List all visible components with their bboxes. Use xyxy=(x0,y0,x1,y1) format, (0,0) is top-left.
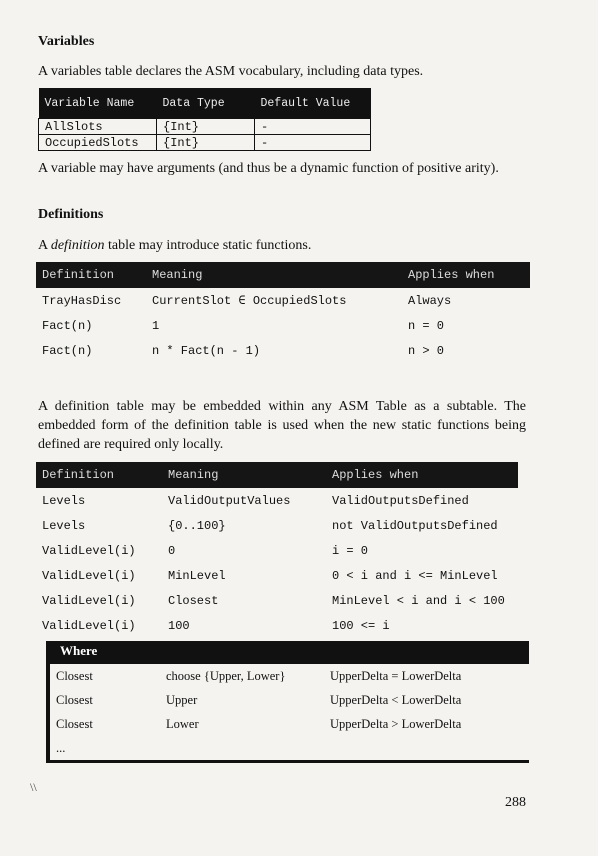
table-cell: Closest xyxy=(168,593,219,608)
table-cell: TrayHasDisc xyxy=(42,293,122,308)
table-cell: 1 xyxy=(152,318,160,333)
table-row xyxy=(50,712,529,736)
table-row xyxy=(50,688,529,712)
table-header-row xyxy=(36,462,518,488)
table-row xyxy=(36,288,530,313)
table-cell: AllSlots xyxy=(39,119,157,135)
definitions-intro xyxy=(38,236,311,255)
table-cell xyxy=(160,736,324,760)
table-row xyxy=(36,538,518,563)
table-cell: OccupiedSlots xyxy=(39,135,157,151)
table-cell: UpperDelta > LowerDelta xyxy=(330,716,462,731)
table-cell: n = 0 xyxy=(408,318,445,333)
table-row xyxy=(36,513,518,538)
table-cell: Closest xyxy=(56,716,93,731)
table-cell: 100 <= i xyxy=(332,618,390,633)
table-cell: 0 xyxy=(168,543,176,558)
variables-intro: A variables table declares the ASM vocabulary, including data types. xyxy=(38,64,424,79)
intro-text: A xyxy=(38,238,51,253)
table-cell: Fact(n) xyxy=(42,343,93,358)
table-row xyxy=(36,488,518,513)
table-cell: Always xyxy=(408,293,452,308)
page-number: 288 xyxy=(505,795,526,810)
table-cell: ValidLevel(i) xyxy=(42,593,136,608)
table-cell: not ValidOutputsDefined xyxy=(332,518,498,533)
definition-subtable xyxy=(36,462,518,638)
table-cell: ValidOutputValues xyxy=(168,493,291,508)
column-header: Definition xyxy=(36,462,162,488)
table-cell: MinLevel < i and i < 100 xyxy=(332,593,505,608)
variables-note: A variable may have arguments (and thus be a dynamic function of positive arity). xyxy=(38,161,499,176)
margin-mark: \\ xyxy=(30,780,37,794)
column-header: Variable Name xyxy=(39,88,157,119)
table-cell: ... xyxy=(56,740,66,755)
where-title: Where xyxy=(60,643,98,658)
table-cell: - xyxy=(255,135,371,151)
variables-heading: Variables xyxy=(38,34,95,49)
table-header-row xyxy=(36,262,530,288)
intro-text: table may introduce static functions. xyxy=(104,238,312,253)
column-header: Meaning xyxy=(162,462,326,488)
definitions-heading: Definitions xyxy=(38,207,104,222)
table-cell: CurrentSlot ∈ OccupiedSlots xyxy=(152,294,347,308)
table-cell: - xyxy=(255,119,371,135)
table-cell: Fact(n) xyxy=(42,318,93,333)
table-cell: Upper xyxy=(166,692,198,707)
table-cell: Lower xyxy=(166,716,199,731)
table-row xyxy=(36,313,530,338)
table-cell: n * Fact(n - 1) xyxy=(152,343,261,358)
table-cell: Levels xyxy=(42,518,86,533)
table-row xyxy=(36,613,518,638)
where-table xyxy=(50,664,529,760)
table-cell: 100 xyxy=(168,618,190,633)
table-cell: {Int} xyxy=(157,135,255,151)
table-cell: Closest xyxy=(56,668,93,683)
subtable-paragraph: A definition table may be embedded within any ASM Table as a subtable. The embedded form of the definition table is used when the new static functions being defined are required only locally. xyxy=(38,399,526,452)
column-header: Applies when xyxy=(326,462,518,488)
table-cell: ValidLevel(i) xyxy=(42,543,136,558)
table-row xyxy=(39,119,371,135)
table-cell: Levels xyxy=(42,493,86,508)
column-header: Meaning xyxy=(146,262,402,288)
table-cell: UpperDelta = LowerDelta xyxy=(330,668,462,683)
table-cell: n > 0 xyxy=(408,343,445,358)
table-row xyxy=(50,736,529,760)
table-header-row xyxy=(39,88,371,119)
column-header: Default Value xyxy=(255,88,371,119)
table-row xyxy=(39,135,371,151)
table-cell xyxy=(324,736,529,760)
table-cell: {0..100} xyxy=(168,518,226,533)
table-cell: UpperDelta < LowerDelta xyxy=(330,692,462,707)
table-cell: ValidLevel(i) xyxy=(42,618,136,633)
column-header: Data Type xyxy=(157,88,255,119)
table-cell: ValidLevel(i) xyxy=(42,568,136,583)
table-cell: 0 < i and i <= MinLevel xyxy=(332,568,498,583)
table-row xyxy=(36,338,530,363)
column-header: Applies when xyxy=(402,262,530,288)
table-cell: choose {Upper, Lower} xyxy=(166,668,286,683)
definition-table xyxy=(36,262,530,363)
table-row xyxy=(36,588,518,613)
intro-term: definition xyxy=(50,238,105,253)
table-cell: Closest xyxy=(56,692,93,707)
table-cell: {Int} xyxy=(157,119,255,135)
table-cell: ValidOutputsDefined xyxy=(332,493,469,508)
table-cell: MinLevel xyxy=(168,568,226,583)
column-header: Definition xyxy=(36,262,146,288)
table-cell: i = 0 xyxy=(332,543,369,558)
variables-table xyxy=(38,88,371,151)
table-row xyxy=(36,563,518,588)
table-row xyxy=(50,664,529,688)
